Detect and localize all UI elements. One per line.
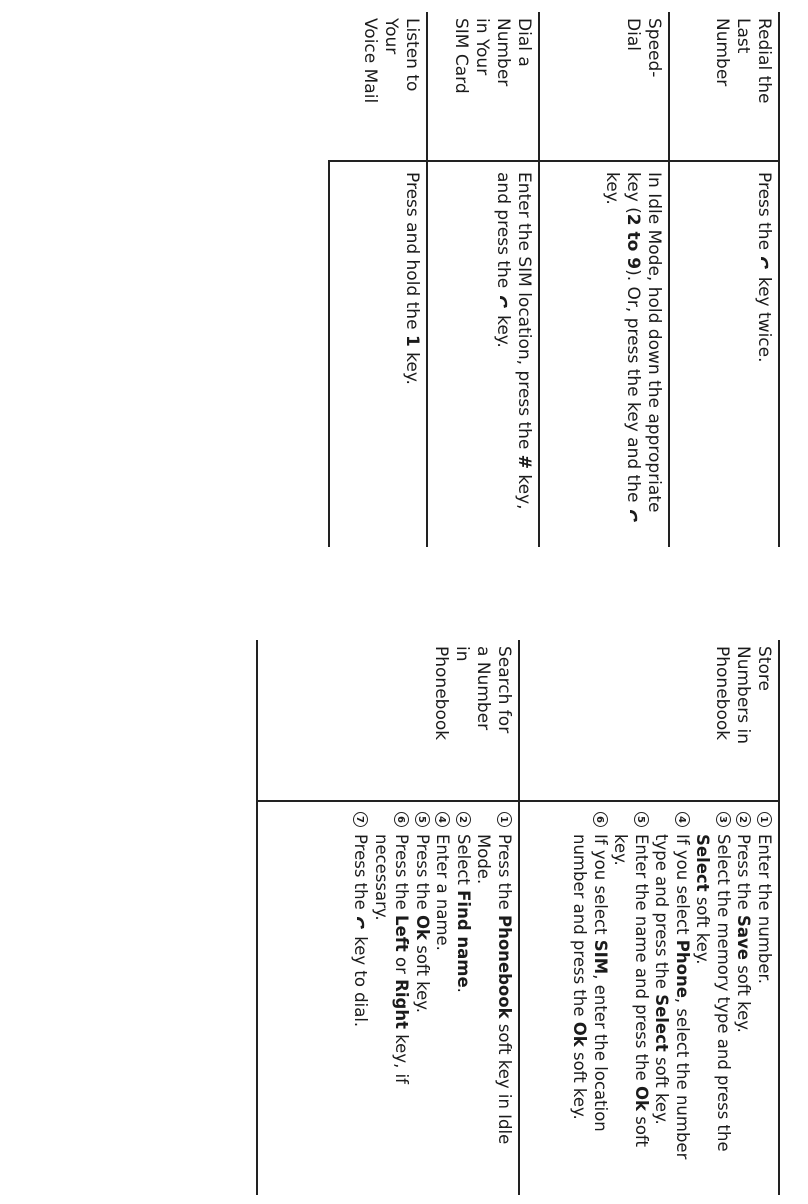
bold-term: Select — [652, 994, 672, 1052]
text-fragment: Press the — [351, 834, 371, 915]
bold-term: Phone — [673, 939, 692, 998]
bold-term: Right — [392, 979, 412, 1029]
text-fragment: Select — [454, 834, 473, 891]
hash-key: # — [514, 454, 534, 470]
row-label: Dial a Number in Your SIM Card — [451, 18, 534, 94]
text-fragment: key. — [402, 346, 422, 385]
phone-send-icon — [497, 294, 509, 310]
step-number: 1 — [757, 812, 772, 827]
step-number: 6 — [395, 812, 410, 827]
text-fragment: Press the — [495, 834, 514, 915]
text-fragment: , enter the location number and press the — [570, 834, 610, 1132]
text-fragment: Press the — [734, 834, 754, 915]
text-fragment: Enter the SIM location, press the — [514, 172, 534, 455]
list-item — [453, 812, 474, 1172]
row-instruction — [569, 812, 774, 1172]
text-fragment: soft key. — [734, 959, 754, 1033]
bold-term: SIM — [591, 939, 610, 975]
table-row-sim-dial — [426, 12, 538, 547]
row-label: Redial the Last Number — [712, 18, 774, 104]
list-item — [754, 812, 775, 1172]
table-row-redial — [668, 12, 778, 547]
table-top-rule — [778, 12, 780, 547]
row-instruction — [492, 172, 534, 532]
table-row-speed-dial — [538, 12, 668, 547]
step-number: 3 — [716, 812, 731, 827]
text-fragment: Enter the name and press the — [632, 834, 651, 1086]
text-fragment: key. — [602, 172, 622, 205]
text-fragment: soft key. — [652, 1051, 672, 1125]
list-item — [412, 812, 433, 1172]
list-item — [371, 812, 412, 1172]
step-number: 4 — [675, 812, 690, 827]
text-fragment: Enter the number. — [755, 834, 774, 984]
table-row-store-numbers — [518, 640, 778, 1195]
list-item — [473, 812, 514, 1172]
row-instruction — [753, 172, 774, 532]
column-divider — [520, 800, 778, 802]
text-fragment: Press and hold the — [402, 172, 422, 335]
row-label: Listen to Your Voice Mail — [360, 18, 422, 104]
text-fragment: Press the — [392, 834, 412, 915]
step-number: 5 — [415, 812, 430, 827]
text-fragment: key twice. — [754, 271, 774, 363]
text-fragment: key. — [493, 309, 513, 348]
text-fragment: soft key. — [611, 834, 651, 1147]
table-top-rule — [778, 640, 780, 1195]
bold-term: Find name — [454, 890, 473, 988]
key-one: 1 — [402, 334, 422, 347]
row-instruction — [401, 172, 422, 532]
text-fragment: If you select — [673, 834, 692, 940]
list-item — [651, 812, 692, 1172]
text-fragment: Press the — [413, 834, 432, 915]
steps-list — [350, 812, 514, 1172]
column-divider — [428, 160, 538, 162]
bold-term: Ok — [570, 1021, 590, 1047]
list-item — [610, 812, 651, 1172]
text-fragment: soft key. — [570, 1046, 590, 1120]
bold-term: Phonebook — [495, 915, 514, 1019]
list-item — [432, 812, 453, 1172]
table-bottom-rule — [328, 160, 330, 547]
step-number: 1 — [497, 812, 512, 827]
step-number: 2 — [456, 812, 471, 827]
text-fragment: key, if necessary. — [372, 834, 412, 1084]
bold-term: Select — [693, 834, 713, 892]
text-fragment: ). Or, press the key and the — [623, 269, 643, 508]
row-label: Store Numbers in Phonebook — [712, 646, 774, 745]
bold-term: Ok — [413, 915, 432, 940]
text-fragment: key to dial. — [351, 931, 371, 1028]
bold-term: Save — [734, 915, 754, 960]
text-fragment: soft key. — [413, 940, 432, 1013]
step-number: 2 — [737, 812, 752, 827]
column-divider — [540, 160, 668, 162]
row-instruction — [601, 172, 664, 532]
text-fragment: soft key. — [693, 891, 713, 965]
column-divider — [258, 800, 518, 802]
row-instruction — [350, 812, 514, 1172]
step-number: 7 — [354, 812, 369, 827]
bold-term: Ok — [632, 1086, 651, 1111]
text-fragment: , select the number type and press the — [652, 834, 692, 1160]
table-row-search-phonebook — [256, 640, 518, 1195]
bold-term: Left — [392, 915, 412, 952]
text-fragment: soft key in Idle Mode. — [474, 834, 514, 1145]
row-label: Search for a Number in Phonebook — [431, 646, 514, 741]
text-fragment: In Idle Mode, hold down the appropriate key ( — [623, 172, 664, 513]
phone-send-icon — [627, 508, 639, 524]
phone-send-icon — [355, 915, 367, 931]
quick-reference-table-1 — [245, 12, 780, 572]
step-number: 5 — [634, 812, 649, 827]
steps-list — [569, 812, 774, 1172]
text-fragment: Enter a name. — [433, 834, 453, 951]
phone-send-icon — [758, 255, 770, 271]
list-item — [692, 812, 733, 1172]
column-divider — [670, 160, 778, 162]
text-fragment: If you select — [591, 834, 610, 940]
list-item — [733, 812, 754, 1172]
column-divider — [330, 160, 426, 162]
step-number: 6 — [593, 812, 608, 827]
list-item — [569, 812, 610, 1172]
text-fragment: key, and press the — [493, 172, 534, 510]
list-item — [350, 812, 371, 1172]
text-fragment: Press the — [754, 172, 774, 256]
step-number: 4 — [436, 812, 451, 827]
text-fragment: or — [392, 951, 412, 980]
key-range: 2 to 9 — [623, 213, 643, 270]
text-fragment: Select the memory type and press the — [714, 834, 733, 1152]
text-fragment: . — [454, 987, 473, 993]
table-row-voice-mail — [330, 12, 426, 547]
quick-reference-table-2 — [225, 640, 780, 1200]
row-label: Speed- Dial — [623, 18, 664, 78]
